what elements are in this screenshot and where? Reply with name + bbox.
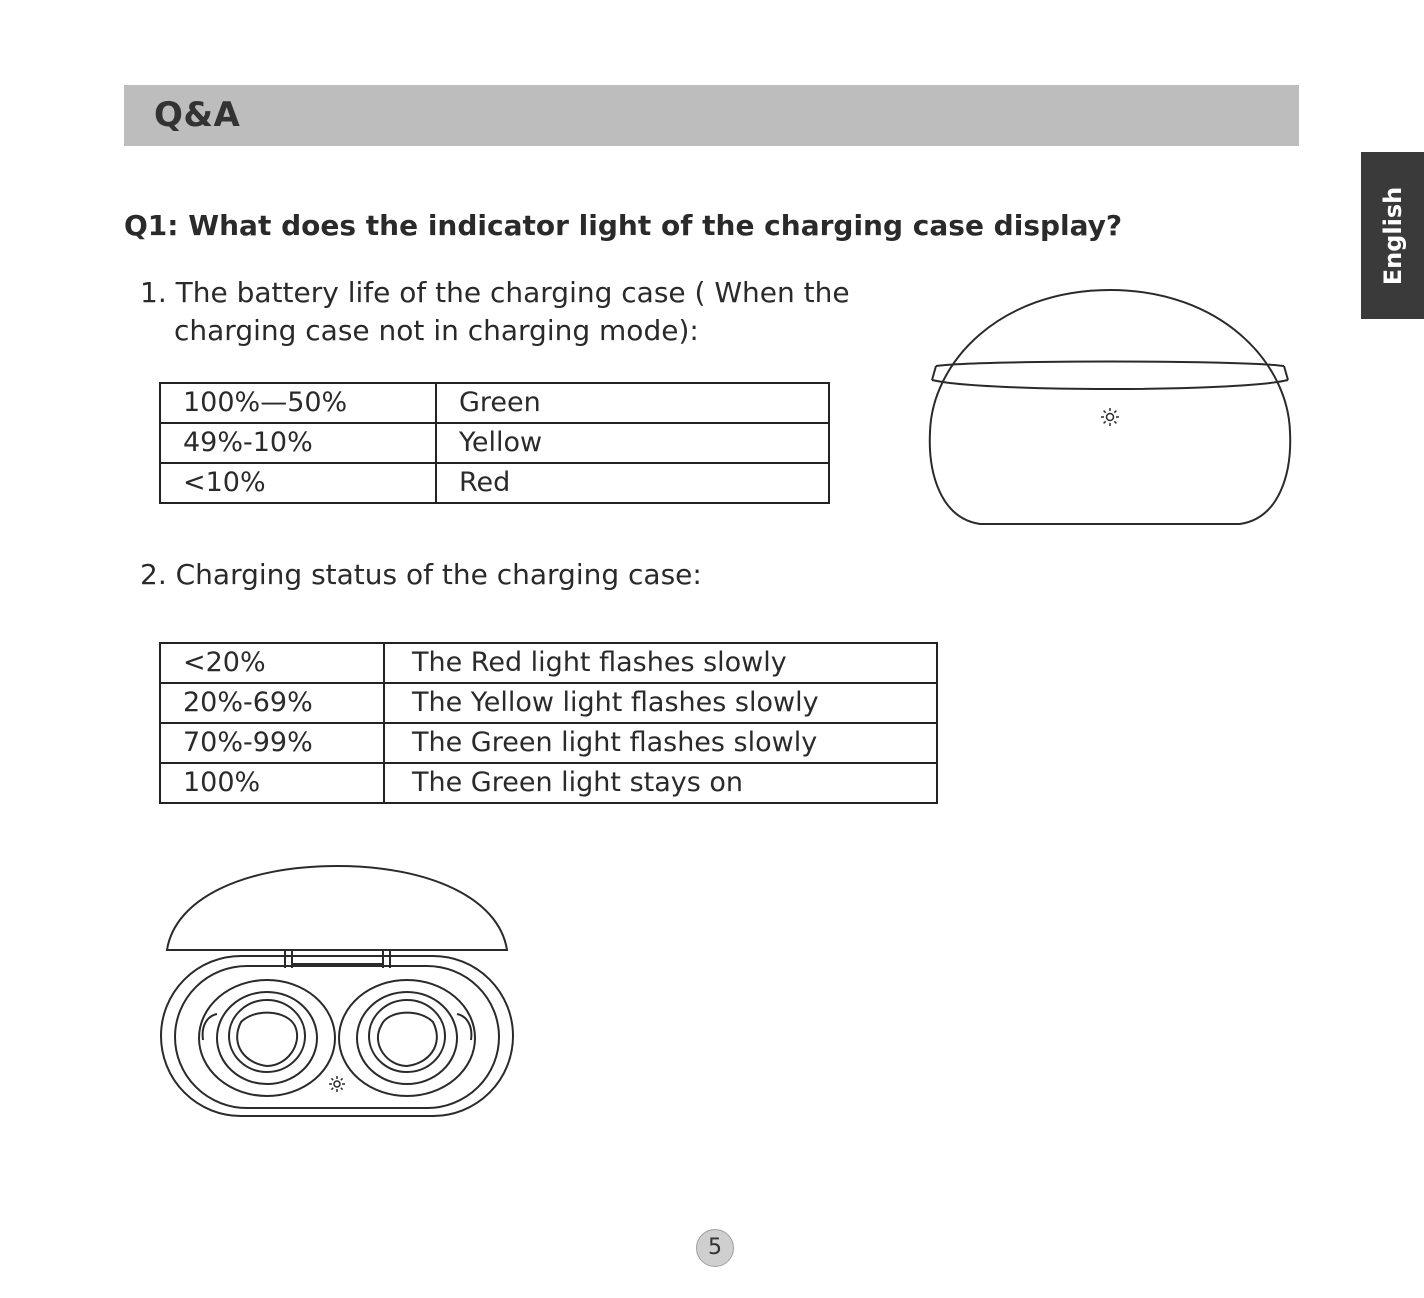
table-row — [160, 723, 937, 763]
charge-level-cell: 100% — [160, 763, 384, 803]
charging-status-table — [159, 642, 938, 804]
battery-level-cell: 49%-10% — [160, 423, 436, 463]
open-charging-case-with-earbuds-icon — [155, 858, 520, 1126]
table-row — [160, 463, 829, 503]
light-status-cell: The Yellow light flashes slowly — [384, 683, 937, 723]
section-header-bar — [124, 85, 1299, 146]
light-status-cell: The Red light flashes slowly — [384, 643, 937, 683]
page-number: 5 — [696, 1229, 734, 1267]
light-color-cell: Yellow — [436, 423, 829, 463]
table-row — [160, 683, 937, 723]
charge-level-cell: <20% — [160, 643, 384, 683]
section-title: Q&A — [154, 95, 241, 135]
light-status-cell: The Green light flashes slowly — [384, 723, 937, 763]
table-row — [160, 763, 937, 803]
table-row — [160, 423, 829, 463]
battery-level-cell: <10% — [160, 463, 436, 503]
item-2-line-1: 2. Charging status of the charging case: — [140, 558, 702, 591]
charge-level-cell: 70%-99% — [160, 723, 384, 763]
question-1-title: Q1: What does the indicator light of the charging case display? — [124, 209, 1123, 242]
closed-charging-case-icon — [920, 282, 1300, 532]
indicator-light-icon — [329, 1076, 345, 1092]
battery-level-cell: 100%—50% — [160, 383, 436, 423]
item-1-line-2: charging case not in charging mode): — [174, 314, 699, 347]
charge-level-cell: 20%-69% — [160, 683, 384, 723]
language-tab — [1361, 152, 1424, 319]
light-status-cell: The Green light stays on — [384, 763, 937, 803]
table-row — [160, 643, 937, 683]
battery-life-table — [159, 382, 830, 504]
item-1-line-1: 1. The battery life of the charging case ( When the — [140, 276, 850, 309]
indicator-light-icon — [1101, 408, 1119, 426]
light-color-cell: Red — [436, 463, 829, 503]
light-color-cell: Green — [436, 383, 829, 423]
language-tab-label: English — [1378, 186, 1407, 285]
table-row — [160, 383, 829, 423]
